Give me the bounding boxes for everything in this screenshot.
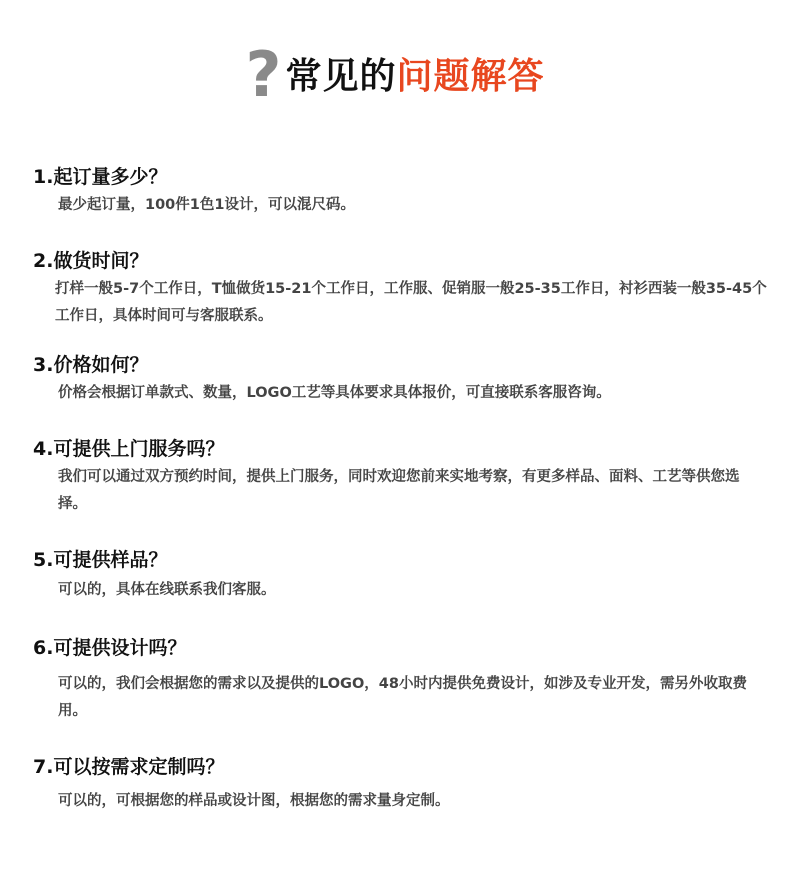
faq-answer-4: 我们可以通过双方预约时间，提供上门服务，同时欢迎您前来实地考察，有更多样品、面料、工艺等供您选择。 xyxy=(58,469,740,512)
faq-question-1: 1.起订量多少？ xyxy=(33,166,168,188)
faq-question-7: 7.可以按需求定制吗？ xyxy=(33,756,225,778)
faq-question-6: 6.可提供设计吗？ xyxy=(33,637,187,659)
faq-answer-2: 打样一般5-7个工作日，T恤做货15-21个工作日，工作服、促销服一般25-35工作日，衬衫西装一般35-45个工作日，具体时间可与客服联系。 xyxy=(55,281,767,324)
faq-answer-1: 最少起订量，100件1色1设计，可以混尺码。 xyxy=(58,197,355,213)
question-mark-icon: ? xyxy=(245,38,282,111)
faq-question-4: 4.可提供上门服务吗？ xyxy=(33,438,225,460)
faq-question-3: 3.价格如何？ xyxy=(33,354,149,376)
faq-answer-6: 可以的，我们会根据您的需求以及提供的LOGO，48小时内提供免费设计，如涉及专业开发，需另外收取费用。 xyxy=(58,676,747,719)
faq-answer-5: 可以的，具体在线联系我们客服。 xyxy=(58,582,276,598)
page-header xyxy=(0,38,790,111)
title-accent: 问题解答 xyxy=(396,55,545,97)
faq-answer-3: 价格会根据订单款式、数量，LOGO工艺等具体要求具体报价，可直接联系客服咨询。 xyxy=(58,385,611,401)
title-dark: 常见的 xyxy=(285,55,397,97)
faq-answer-7: 可以的，可根据您的样品或设计图，根据您的需求量身定制。 xyxy=(58,793,450,809)
faq-question-5: 5.可提供样品？ xyxy=(33,549,168,571)
faq-question-2: 2.做货时间？ xyxy=(33,250,149,272)
